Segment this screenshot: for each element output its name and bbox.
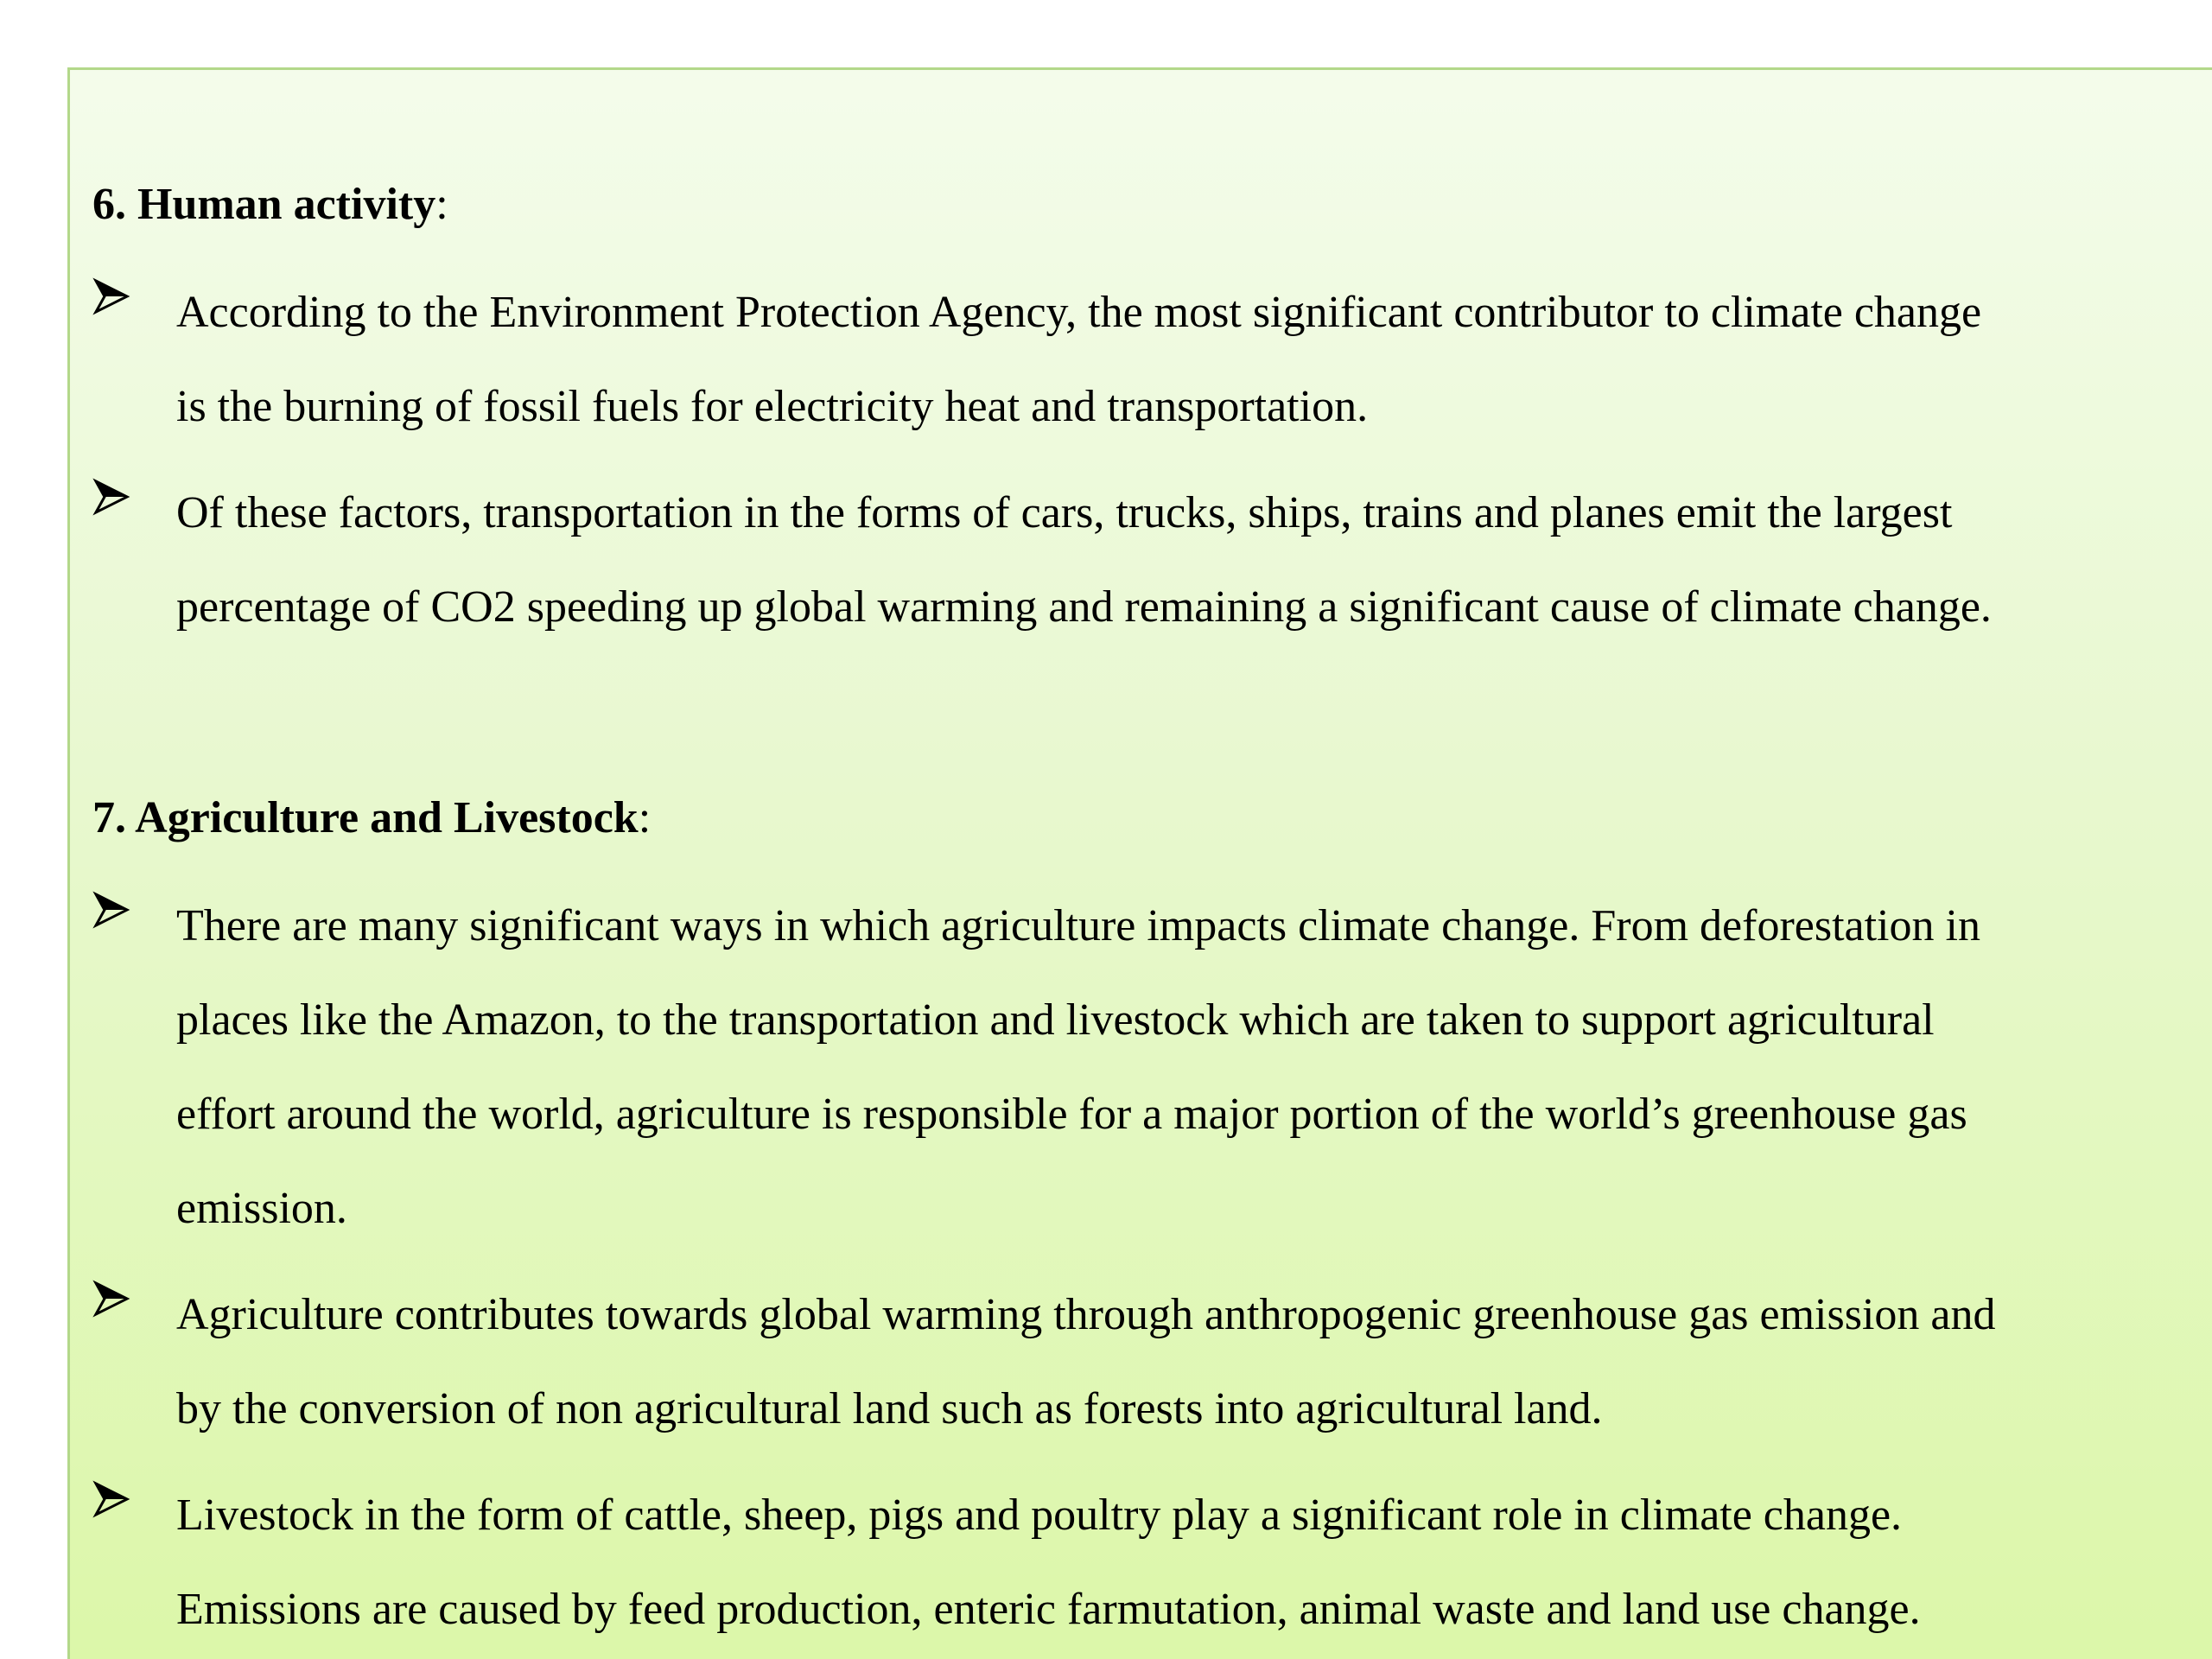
section-number: 7. [92, 793, 126, 842]
bullet-line: There are many significant ways in which agriculture impacts climate change. From deforestation in [176, 901, 1980, 950]
bullet-text [176, 879, 2207, 1255]
bullet-line: Emissions are caused by feed production, enteric farmutation, animal waste and land use change. [176, 1585, 1921, 1634]
content-panel [67, 67, 2212, 1659]
bullet-text [176, 265, 2207, 454]
bullet-line: places like the Amazon, to the transportation and livestock which are taken to support agricultural [176, 995, 1935, 1045]
bullet-line: Livestock in the form of cattle, sheep, pigs and poultry play a significant role in climate change. [176, 1491, 1903, 1540]
bullet-line: Agriculture contributes towards global warming through anthropogenic greenhouse gas emission and [176, 1290, 1996, 1339]
bullet-line: by the conversion of non agricultural land such as forests into agricultural land. [176, 1384, 1603, 1433]
bullet-text [176, 1468, 2207, 1656]
arrow-bullet-icon [92, 1280, 130, 1318]
section-title: Agriculture and Livestock [135, 793, 639, 842]
section-title: Human activity [137, 180, 436, 229]
arrow-bullet-icon [92, 478, 130, 516]
bullet-line: is the burning of fossil fuels for electricity heat and transportation. [176, 382, 1369, 431]
section-colon: : [435, 180, 448, 229]
arrow-bullet-icon [92, 1480, 130, 1518]
bullet-line: percentage of CO2 speeding up global warming and remaining a significant cause of climate change. [176, 582, 1992, 632]
section-heading-human-activity [92, 179, 448, 231]
bullet-text [176, 466, 2207, 654]
section-heading-agriculture-livestock [92, 792, 651, 844]
bullet-line: According to the Environment Protection Agency, the most significant contributor to climate change [176, 288, 1982, 337]
bullet-line: Of these factors, transportation in the forms of cars, trucks, ships, trains and planes emit the largest [176, 488, 1953, 537]
section-number: 6. [92, 180, 126, 229]
bullet-line: emission. [176, 1184, 347, 1233]
arrow-bullet-icon [92, 891, 130, 929]
bullet-text [176, 1268, 2207, 1456]
section-colon: : [638, 793, 652, 842]
arrow-bullet-icon [92, 277, 130, 315]
bullet-line: effort around the world, agriculture is responsible for a major portion of the world’s greenhouse gas [176, 1090, 1967, 1139]
